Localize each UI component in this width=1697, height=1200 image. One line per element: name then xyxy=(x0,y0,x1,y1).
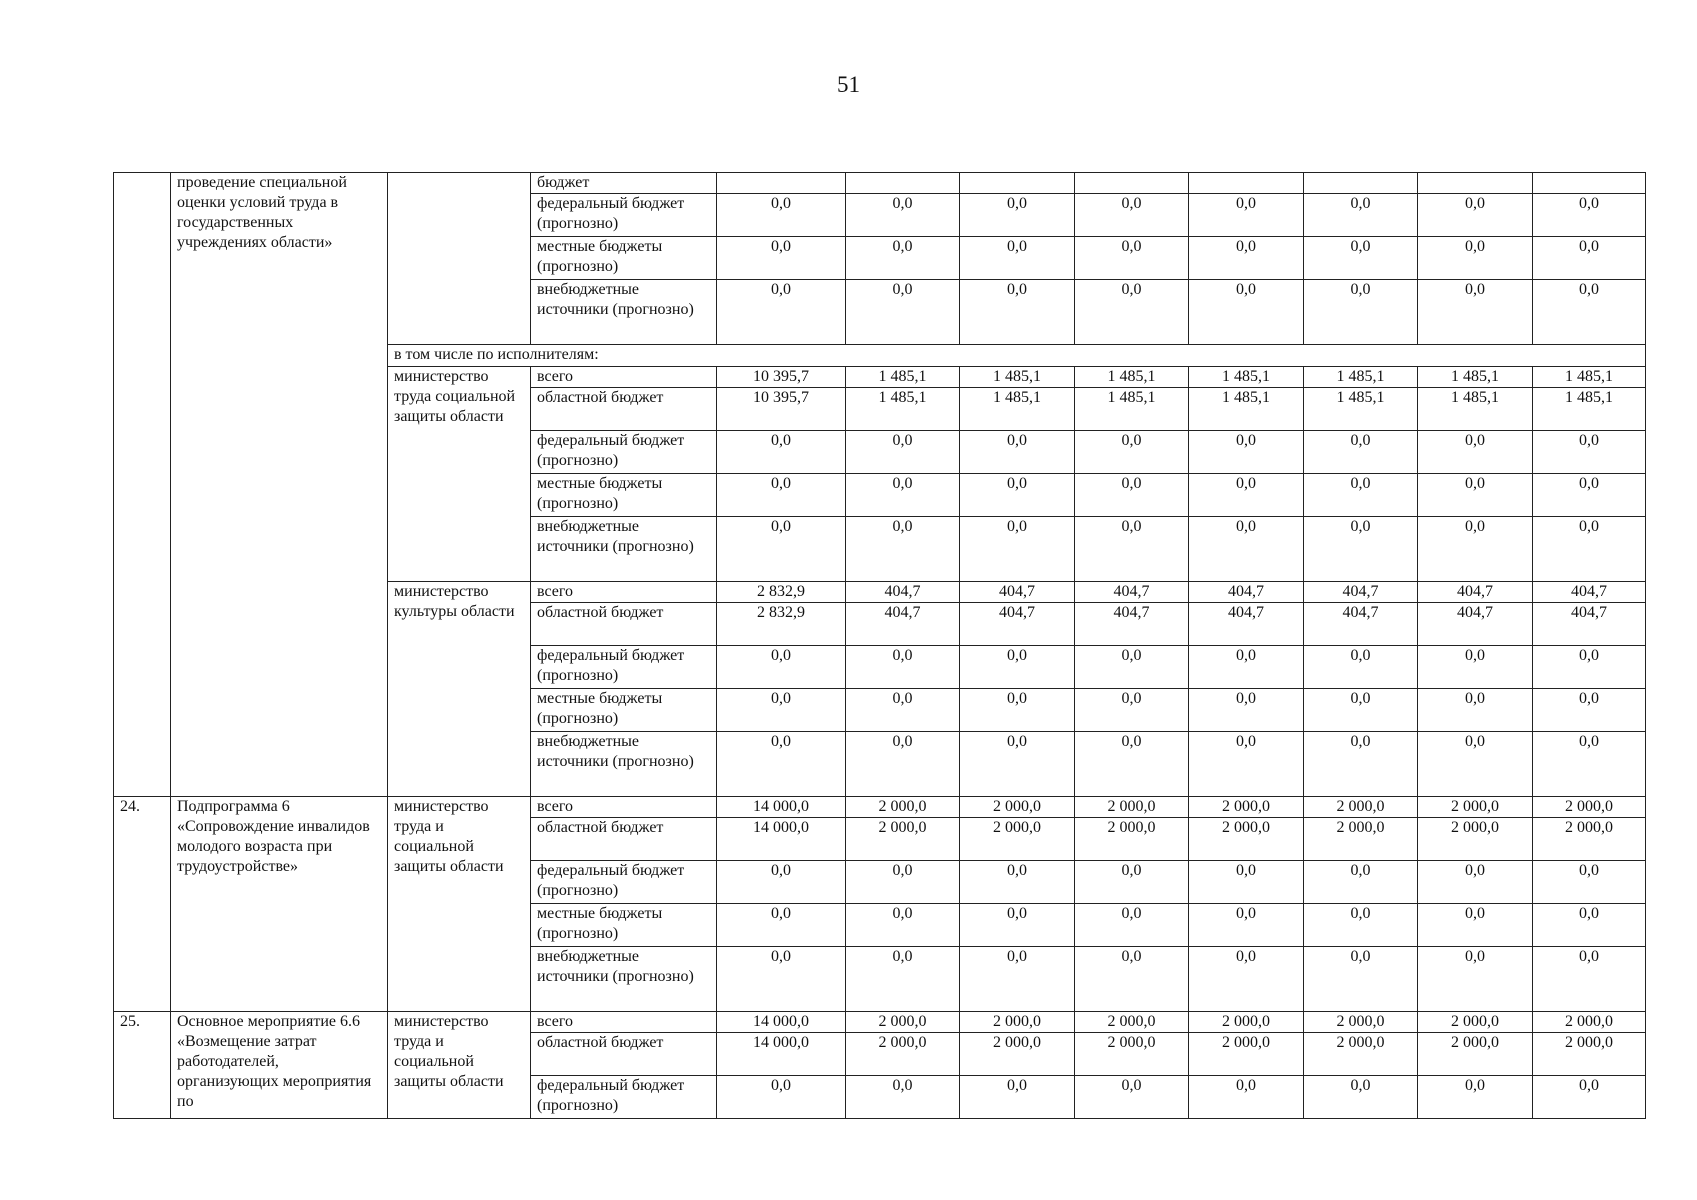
funding-source: внебюджетные источники (прогнозно) xyxy=(531,947,717,1012)
value-cell: 404,7 xyxy=(1075,603,1189,646)
funding-source: федеральный бюджет (прогнозно) xyxy=(531,194,717,237)
value-cell: 1 485,1 xyxy=(846,367,960,388)
value-cell: 0,0 xyxy=(1418,517,1533,582)
funding-source: всего xyxy=(531,797,717,818)
executor-name: министерство труда социальной защиты области xyxy=(388,367,531,582)
value-cell: 2 000,0 xyxy=(1418,818,1533,861)
funding-source: федеральный бюджет (прогнозно) xyxy=(531,646,717,689)
value-cell: 1 485,1 xyxy=(960,367,1075,388)
table-row xyxy=(114,1012,1646,1033)
value-cell: 0,0 xyxy=(1189,517,1304,582)
value-cell: 0,0 xyxy=(1533,280,1646,345)
value-cell xyxy=(846,173,960,194)
value-cell: 0,0 xyxy=(960,861,1075,904)
budget-table xyxy=(113,172,1646,1119)
value-cell: 2 000,0 xyxy=(1189,1012,1304,1033)
value-cell: 0,0 xyxy=(1533,732,1646,797)
value-cell: 0,0 xyxy=(1189,431,1304,474)
value-cell: 2 000,0 xyxy=(1418,1033,1533,1076)
value-cell: 0,0 xyxy=(1075,237,1189,280)
value-cell: 0,0 xyxy=(960,732,1075,797)
value-cell: 0,0 xyxy=(846,517,960,582)
value-cell: 0,0 xyxy=(1533,947,1646,1012)
value-cell xyxy=(1533,173,1646,194)
value-cell: 0,0 xyxy=(1075,280,1189,345)
value-cell: 0,0 xyxy=(1418,194,1533,237)
value-cell: 0,0 xyxy=(1189,194,1304,237)
value-cell: 0,0 xyxy=(717,194,846,237)
value-cell: 0,0 xyxy=(717,947,846,1012)
value-cell: 404,7 xyxy=(1533,603,1646,646)
value-cell: 0,0 xyxy=(1418,861,1533,904)
value-cell: 1 485,1 xyxy=(846,388,960,431)
value-cell: 2 000,0 xyxy=(1533,797,1646,818)
value-cell: 0,0 xyxy=(1189,689,1304,732)
value-cell: 2 000,0 xyxy=(960,797,1075,818)
value-cell: 14 000,0 xyxy=(717,818,846,861)
value-cell: 14 000,0 xyxy=(717,797,846,818)
value-cell: 0,0 xyxy=(1304,689,1418,732)
value-cell: 1 485,1 xyxy=(1189,388,1304,431)
value-cell: 404,7 xyxy=(960,582,1075,603)
value-cell: 1 485,1 xyxy=(1533,388,1646,431)
executor-name: министерство труда и социальной защиты области xyxy=(388,797,531,1012)
value-cell: 0,0 xyxy=(1075,474,1189,517)
value-cell: 0,0 xyxy=(717,689,846,732)
value-cell: 0,0 xyxy=(1075,904,1189,947)
value-cell: 0,0 xyxy=(1304,431,1418,474)
value-cell: 0,0 xyxy=(1189,646,1304,689)
row-number: 24. xyxy=(114,797,171,1012)
value-cell: 2 832,9 xyxy=(717,603,846,646)
value-cell xyxy=(1418,173,1533,194)
value-cell: 0,0 xyxy=(1533,237,1646,280)
value-cell: 0,0 xyxy=(1304,646,1418,689)
value-cell: 404,7 xyxy=(846,603,960,646)
row-number: 25. xyxy=(114,1012,171,1119)
value-cell: 0,0 xyxy=(846,474,960,517)
value-cell: 404,7 xyxy=(1189,582,1304,603)
value-cell: 0,0 xyxy=(1533,194,1646,237)
value-cell: 0,0 xyxy=(960,904,1075,947)
value-cell: 2 000,0 xyxy=(960,818,1075,861)
value-cell: 0,0 xyxy=(1533,861,1646,904)
value-cell: 0,0 xyxy=(1189,904,1304,947)
by-executors-label: в том числе по исполнителям: xyxy=(388,345,1646,367)
value-cell: 0,0 xyxy=(1189,280,1304,345)
value-cell: 404,7 xyxy=(1304,582,1418,603)
funding-source: внебюджетные источники (прогнозно) xyxy=(531,280,717,345)
value-cell xyxy=(717,173,846,194)
executor-name xyxy=(388,173,531,345)
page-number: 51 xyxy=(837,72,860,97)
value-cell: 0,0 xyxy=(960,194,1075,237)
value-cell: 2 000,0 xyxy=(1189,1033,1304,1076)
value-cell: 0,0 xyxy=(1189,947,1304,1012)
value-cell: 10 395,7 xyxy=(717,388,846,431)
value-cell: 0,0 xyxy=(846,194,960,237)
value-cell: 0,0 xyxy=(1075,646,1189,689)
value-cell: 0,0 xyxy=(846,732,960,797)
value-cell: 0,0 xyxy=(1304,280,1418,345)
value-cell: 0,0 xyxy=(1304,474,1418,517)
value-cell: 2 000,0 xyxy=(960,1033,1075,1076)
value-cell: 404,7 xyxy=(1533,582,1646,603)
funding-source: всего xyxy=(531,582,717,603)
value-cell: 0,0 xyxy=(960,1076,1075,1119)
value-cell: 1 485,1 xyxy=(1304,367,1418,388)
value-cell: 0,0 xyxy=(1189,1076,1304,1119)
value-cell: 0,0 xyxy=(717,431,846,474)
value-cell: 2 000,0 xyxy=(1304,797,1418,818)
funding-source: бюджет xyxy=(531,173,717,194)
value-cell: 0,0 xyxy=(1075,1076,1189,1119)
value-cell: 0,0 xyxy=(1189,861,1304,904)
value-cell: 0,0 xyxy=(1304,1076,1418,1119)
value-cell: 0,0 xyxy=(1533,517,1646,582)
value-cell: 2 000,0 xyxy=(1189,818,1304,861)
value-cell: 0,0 xyxy=(1418,947,1533,1012)
value-cell: 0,0 xyxy=(717,474,846,517)
value-cell: 2 000,0 xyxy=(1075,797,1189,818)
value-cell: 0,0 xyxy=(717,861,846,904)
value-cell: 0,0 xyxy=(1304,194,1418,237)
value-cell: 0,0 xyxy=(846,280,960,345)
value-cell: 0,0 xyxy=(1533,646,1646,689)
value-cell: 0,0 xyxy=(1075,194,1189,237)
value-cell: 0,0 xyxy=(1075,431,1189,474)
value-cell: 2 000,0 xyxy=(960,1012,1075,1033)
value-cell: 0,0 xyxy=(1189,732,1304,797)
value-cell: 404,7 xyxy=(846,582,960,603)
executor-name: министерство культуры области xyxy=(388,582,531,797)
value-cell: 14 000,0 xyxy=(717,1033,846,1076)
value-cell: 0,0 xyxy=(1304,947,1418,1012)
funding-source: местные бюджеты (прогнозно) xyxy=(531,237,717,280)
value-cell: 0,0 xyxy=(1418,237,1533,280)
value-cell: 1 485,1 xyxy=(1189,367,1304,388)
value-cell: 404,7 xyxy=(1418,582,1533,603)
funding-source: местные бюджеты (прогнозно) xyxy=(531,474,717,517)
value-cell: 2 000,0 xyxy=(1075,1033,1189,1076)
funding-source: местные бюджеты (прогнозно) xyxy=(531,689,717,732)
value-cell: 0,0 xyxy=(960,280,1075,345)
value-cell: 0,0 xyxy=(1304,517,1418,582)
value-cell xyxy=(1075,173,1189,194)
funding-source: всего xyxy=(531,1012,717,1033)
value-cell: 0,0 xyxy=(1418,904,1533,947)
value-cell: 2 000,0 xyxy=(846,797,960,818)
program-name: Основное мероприятие 6.6 «Возмещение затрат работодателей, организующих мероприятия по xyxy=(171,1012,388,1119)
value-cell: 0,0 xyxy=(960,517,1075,582)
funding-source: внебюджетные источники (прогнозно) xyxy=(531,732,717,797)
funding-source: областной бюджет xyxy=(531,1033,717,1076)
funding-source: внебюджетные источники (прогнозно) xyxy=(531,517,717,582)
value-cell: 0,0 xyxy=(1533,1076,1646,1119)
value-cell: 2 000,0 xyxy=(1304,1033,1418,1076)
funding-source: областной бюджет xyxy=(531,388,717,431)
value-cell: 2 000,0 xyxy=(1304,1012,1418,1033)
executor-name: министерство труда и социальной защиты области xyxy=(388,1012,531,1119)
value-cell: 0,0 xyxy=(1075,517,1189,582)
value-cell: 404,7 xyxy=(1075,582,1189,603)
value-cell: 2 000,0 xyxy=(1533,1012,1646,1033)
value-cell: 0,0 xyxy=(1418,431,1533,474)
value-cell: 1 485,1 xyxy=(1075,388,1189,431)
value-cell: 0,0 xyxy=(1533,431,1646,474)
value-cell: 0,0 xyxy=(846,1076,960,1119)
value-cell: 2 000,0 xyxy=(1304,818,1418,861)
value-cell: 2 000,0 xyxy=(1418,797,1533,818)
value-cell: 1 485,1 xyxy=(1075,367,1189,388)
value-cell: 1 485,1 xyxy=(960,388,1075,431)
value-cell: 0,0 xyxy=(1304,904,1418,947)
table-body xyxy=(114,173,1646,1119)
table-row xyxy=(114,797,1646,818)
value-cell: 2 000,0 xyxy=(1189,797,1304,818)
value-cell: 14 000,0 xyxy=(717,1012,846,1033)
value-cell: 404,7 xyxy=(960,603,1075,646)
value-cell: 0,0 xyxy=(1418,732,1533,797)
value-cell: 1 485,1 xyxy=(1418,367,1533,388)
value-cell: 404,7 xyxy=(1418,603,1533,646)
value-cell: 0,0 xyxy=(846,237,960,280)
value-cell: 0,0 xyxy=(1075,689,1189,732)
value-cell: 0,0 xyxy=(1304,237,1418,280)
value-cell: 0,0 xyxy=(1418,280,1533,345)
value-cell: 0,0 xyxy=(717,517,846,582)
value-cell: 0,0 xyxy=(846,689,960,732)
value-cell: 0,0 xyxy=(717,1076,846,1119)
value-cell: 0,0 xyxy=(846,861,960,904)
value-cell: 0,0 xyxy=(717,732,846,797)
value-cell: 404,7 xyxy=(1189,603,1304,646)
value-cell: 0,0 xyxy=(846,947,960,1012)
value-cell: 0,0 xyxy=(1075,732,1189,797)
funding-source: федеральный бюджет (прогнозно) xyxy=(531,861,717,904)
value-cell: 1 485,1 xyxy=(1533,367,1646,388)
value-cell: 0,0 xyxy=(717,904,846,947)
value-cell: 0,0 xyxy=(846,431,960,474)
value-cell: 2 000,0 xyxy=(1533,818,1646,861)
value-cell: 2 000,0 xyxy=(846,1012,960,1033)
value-cell: 0,0 xyxy=(1418,1076,1533,1119)
value-cell: 2 000,0 xyxy=(1418,1012,1533,1033)
value-cell: 2 832,9 xyxy=(717,582,846,603)
funding-source: областной бюджет xyxy=(531,818,717,861)
value-cell: 0,0 xyxy=(1418,689,1533,732)
funding-source: федеральный бюджет (прогнозно) xyxy=(531,1076,717,1119)
value-cell: 0,0 xyxy=(1533,689,1646,732)
value-cell: 0,0 xyxy=(717,280,846,345)
value-cell: 0,0 xyxy=(1304,732,1418,797)
table-row xyxy=(114,173,1646,194)
value-cell: 0,0 xyxy=(846,646,960,689)
value-cell: 0,0 xyxy=(846,904,960,947)
value-cell: 10 395,7 xyxy=(717,367,846,388)
value-cell: 0,0 xyxy=(1189,474,1304,517)
funding-source: областной бюджет xyxy=(531,603,717,646)
value-cell: 0,0 xyxy=(717,237,846,280)
value-cell: 0,0 xyxy=(1189,237,1304,280)
value-cell: 0,0 xyxy=(960,474,1075,517)
value-cell: 0,0 xyxy=(1418,474,1533,517)
value-cell: 0,0 xyxy=(960,431,1075,474)
value-cell: 0,0 xyxy=(1533,904,1646,947)
value-cell: 2 000,0 xyxy=(846,818,960,861)
value-cell xyxy=(1304,173,1418,194)
value-cell: 2 000,0 xyxy=(1075,1012,1189,1033)
value-cell: 0,0 xyxy=(1304,861,1418,904)
value-cell: 0,0 xyxy=(1533,474,1646,517)
value-cell: 404,7 xyxy=(1304,603,1418,646)
funding-source: всего xyxy=(531,367,717,388)
value-cell: 0,0 xyxy=(717,646,846,689)
value-cell: 0,0 xyxy=(960,947,1075,1012)
value-cell: 1 485,1 xyxy=(1304,388,1418,431)
value-cell xyxy=(1189,173,1304,194)
value-cell: 0,0 xyxy=(960,689,1075,732)
row-number xyxy=(114,173,171,797)
value-cell: 0,0 xyxy=(1075,947,1189,1012)
value-cell: 0,0 xyxy=(1418,646,1533,689)
program-name: Подпрограмма 6 «Сопровождение инвалидов молодого возраста при трудоустройстве» xyxy=(171,797,388,1012)
program-name: проведение специальной оценки условий труда в государственных учреждениях области» xyxy=(171,173,388,797)
value-cell: 2 000,0 xyxy=(846,1033,960,1076)
value-cell: 0,0 xyxy=(1075,861,1189,904)
value-cell xyxy=(960,173,1075,194)
funding-source: местные бюджеты (прогнозно) xyxy=(531,904,717,947)
value-cell: 2 000,0 xyxy=(1075,818,1189,861)
value-cell: 2 000,0 xyxy=(1533,1033,1646,1076)
value-cell: 1 485,1 xyxy=(1418,388,1533,431)
funding-source: федеральный бюджет (прогнозно) xyxy=(531,431,717,474)
value-cell: 0,0 xyxy=(960,646,1075,689)
value-cell: 0,0 xyxy=(960,237,1075,280)
